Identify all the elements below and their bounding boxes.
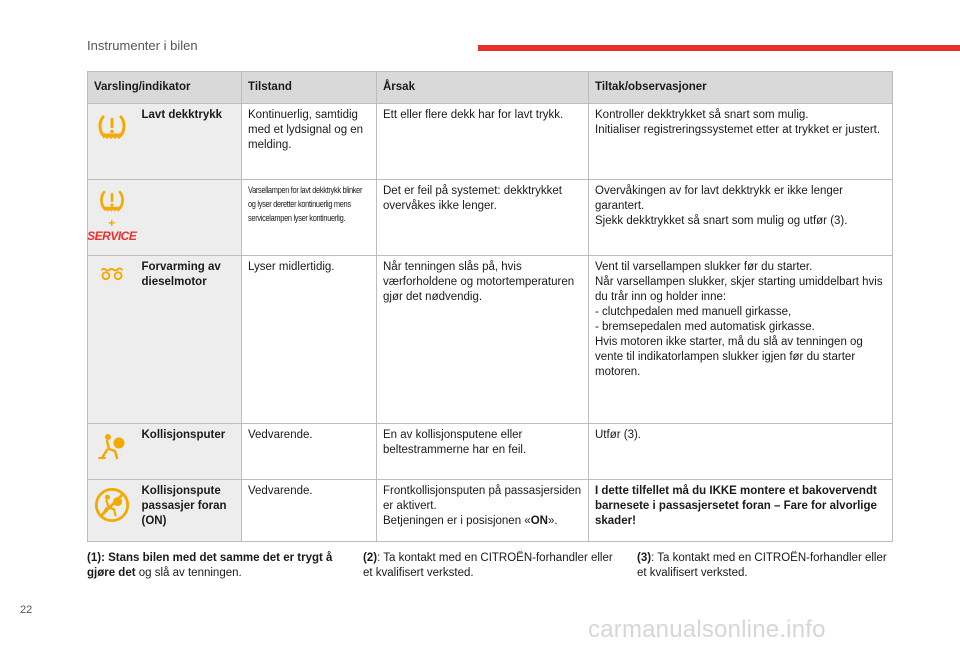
- table-row: [88, 256, 893, 424]
- cause-cell: Ett eller flere dekk har for lavt trykk.: [377, 104, 589, 180]
- action-cell: Overvåkingen av for lavt dekktrykk er ikke lenger garantert. Sjekk dekktrykket så snart som mulig og utfør (3).: [589, 180, 893, 256]
- state-cell: Kontinuerlig, samtidig med et lydsignal og en melding.: [242, 104, 377, 180]
- tyre-pressure-warning-icon: [95, 110, 129, 144]
- service-warning-icon: SERVICE: [87, 229, 137, 243]
- indicator-name: Kollisjonsputer: [136, 424, 242, 480]
- table-row: [88, 180, 893, 256]
- action-cell: Kontroller dekktrykket så snart som mulig. Initialiser registreringssystemet etter at trykket er justert.: [589, 104, 893, 180]
- indicator-name: Forvarming av dieselmotor: [136, 256, 242, 424]
- cause-cell: Når tenningen slås på, hvis værforholdene og motortemperaturen gjør det nødvendig.: [377, 256, 589, 424]
- table-row: [88, 480, 893, 542]
- cause-cell: En av kollisjonsputene eller beltestrammerne har en feil.: [377, 424, 589, 480]
- cause-cell: Det er feil på systemet: dekktrykket overvåkes ikke lenger.: [377, 180, 589, 256]
- action-cell: Vent til varsellampen slukker før du starter. Når varsellampen slukker, skjer starting umiddelbart hvis du trår inn og holder inne: - clutchpedalen med manuell girkasse, - bremsepedalen med automatisk girkasse. Hvis motoren ikke starter, må du slå av tenningen og vente til indikatorlampen slukker igjen før du starter motoren.: [589, 256, 893, 424]
- passenger-airbag-off-icon: [93, 486, 131, 524]
- state-cell: Vedvarende.: [242, 480, 377, 542]
- table-row: [88, 424, 893, 480]
- warning-lights-table: [87, 71, 893, 542]
- state-cell: Vedvarende.: [242, 424, 377, 480]
- tyre-pressure-warning-icon: [97, 186, 127, 216]
- header-indicator: Varsling/indikator: [88, 72, 242, 104]
- table-header-row: [88, 72, 893, 104]
- cause-cell: Frontkollisjonsputen på passasjersiden er aktivert. Betjeningen er i posisjonen «ON».: [377, 480, 589, 542]
- header-accent-bar: [478, 45, 960, 51]
- section-title: Instrumenter i bilen: [87, 38, 198, 53]
- airbag-icon: [95, 430, 129, 464]
- header-action: Tiltak/observasjoner: [589, 72, 893, 104]
- footnote-3: (3): Ta kontakt med en CITROËN-forhandler eller et kvalifisert verksted.: [637, 552, 887, 579]
- footnote-1: (1): Stans bilen med det samme det er trygt å gjøre det og slå av tenningen.: [87, 552, 333, 579]
- indicator-name: Kollisjonspute passasjer foran (ON): [136, 480, 242, 542]
- table-row: [88, 104, 893, 180]
- footnote-2: (2): Ta kontakt med en CITROËN-forhandler eller et kvalifisert verksted.: [363, 552, 613, 579]
- state-cell: Varsellampen for lavt dekktrykk blinker og lyser deretter kontinuerlig mens servicelampen lyser kontinuerlig.: [242, 180, 377, 256]
- glow-plug-icon: [95, 262, 129, 288]
- action-cell: I dette tilfellet må du IKKE montere et bakovervendt barnesete i passasjersetet foran – Fare for alvorlige skader!: [589, 480, 893, 542]
- indicator-name: Lavt dekktrykk: [136, 104, 242, 180]
- page-number: 22: [20, 604, 33, 616]
- state-cell: Lyser midlertidig.: [242, 256, 377, 424]
- indicator-name: [136, 180, 242, 256]
- action-cell: Utfør (3).: [589, 424, 893, 480]
- header-cause: Årsak: [377, 72, 589, 104]
- header-state: Tilstand: [242, 72, 377, 104]
- watermark: carmanualsonline.info: [588, 616, 826, 643]
- plus-sign: +: [108, 216, 116, 230]
